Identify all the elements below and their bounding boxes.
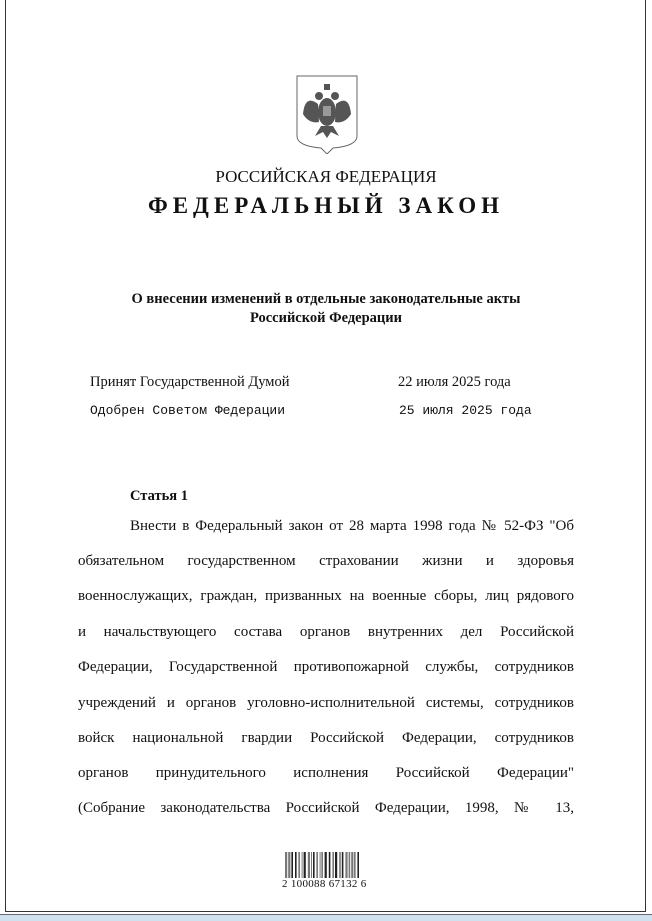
duma-adoption-label: Принят Государственной Думой — [90, 374, 290, 390]
council-approval-date: 25 июля 2025 года — [399, 403, 532, 418]
barcode-number: 2 100088 67132 6 — [282, 878, 367, 890]
barcode-icon — [285, 852, 361, 878]
article-text-line: (Собрание законодательства Российской Федерации, 1998, № 13, — [78, 800, 574, 816]
article-text-line: военнослужащих, граждан, призванных на военные сборы, лиц рядового — [78, 588, 574, 604]
article-text-line: учреждений и органов уголовно-исполнительной системы, сотрудников — [78, 695, 574, 711]
article-heading: Статья 1 — [130, 488, 188, 504]
duma-adoption-date: 22 июля 2025 года — [398, 374, 511, 390]
article-text-line: войск национальной гвардии Российской Федерации, сотрудников — [78, 730, 574, 746]
document-type-title: ФЕДЕРАЛЬНЫЙ ЗАКОН — [147, 193, 505, 218]
article-text-line: обязательном государственном страховании жизни и здоровья — [78, 553, 574, 569]
article-text-line: и начальствующего состава органов внутренних дел Российской — [78, 624, 574, 640]
law-subject — [0, 290, 652, 328]
law-subject-line: О внесении изменений в отдельные законодательные акты — [131, 291, 521, 307]
article-text-line: Внести в Федеральный закон от 28 марта 1998 года № 52-ФЗ "Об — [130, 518, 574, 534]
coat-of-arms-icon — [295, 74, 359, 154]
country-name: РОССИЙСКАЯ ФЕДЕРАЦИЯ — [215, 167, 437, 186]
article-text-line: Федерации, Государственной противопожарной службы, сотрудников — [78, 659, 574, 675]
council-approval-label: Одобрен Советом Федерации — [90, 403, 286, 418]
law-subject-line: Российской Федерации — [249, 310, 402, 326]
article-text-line: органов принудительного исполнения Российской Федерации" — [78, 765, 574, 781]
